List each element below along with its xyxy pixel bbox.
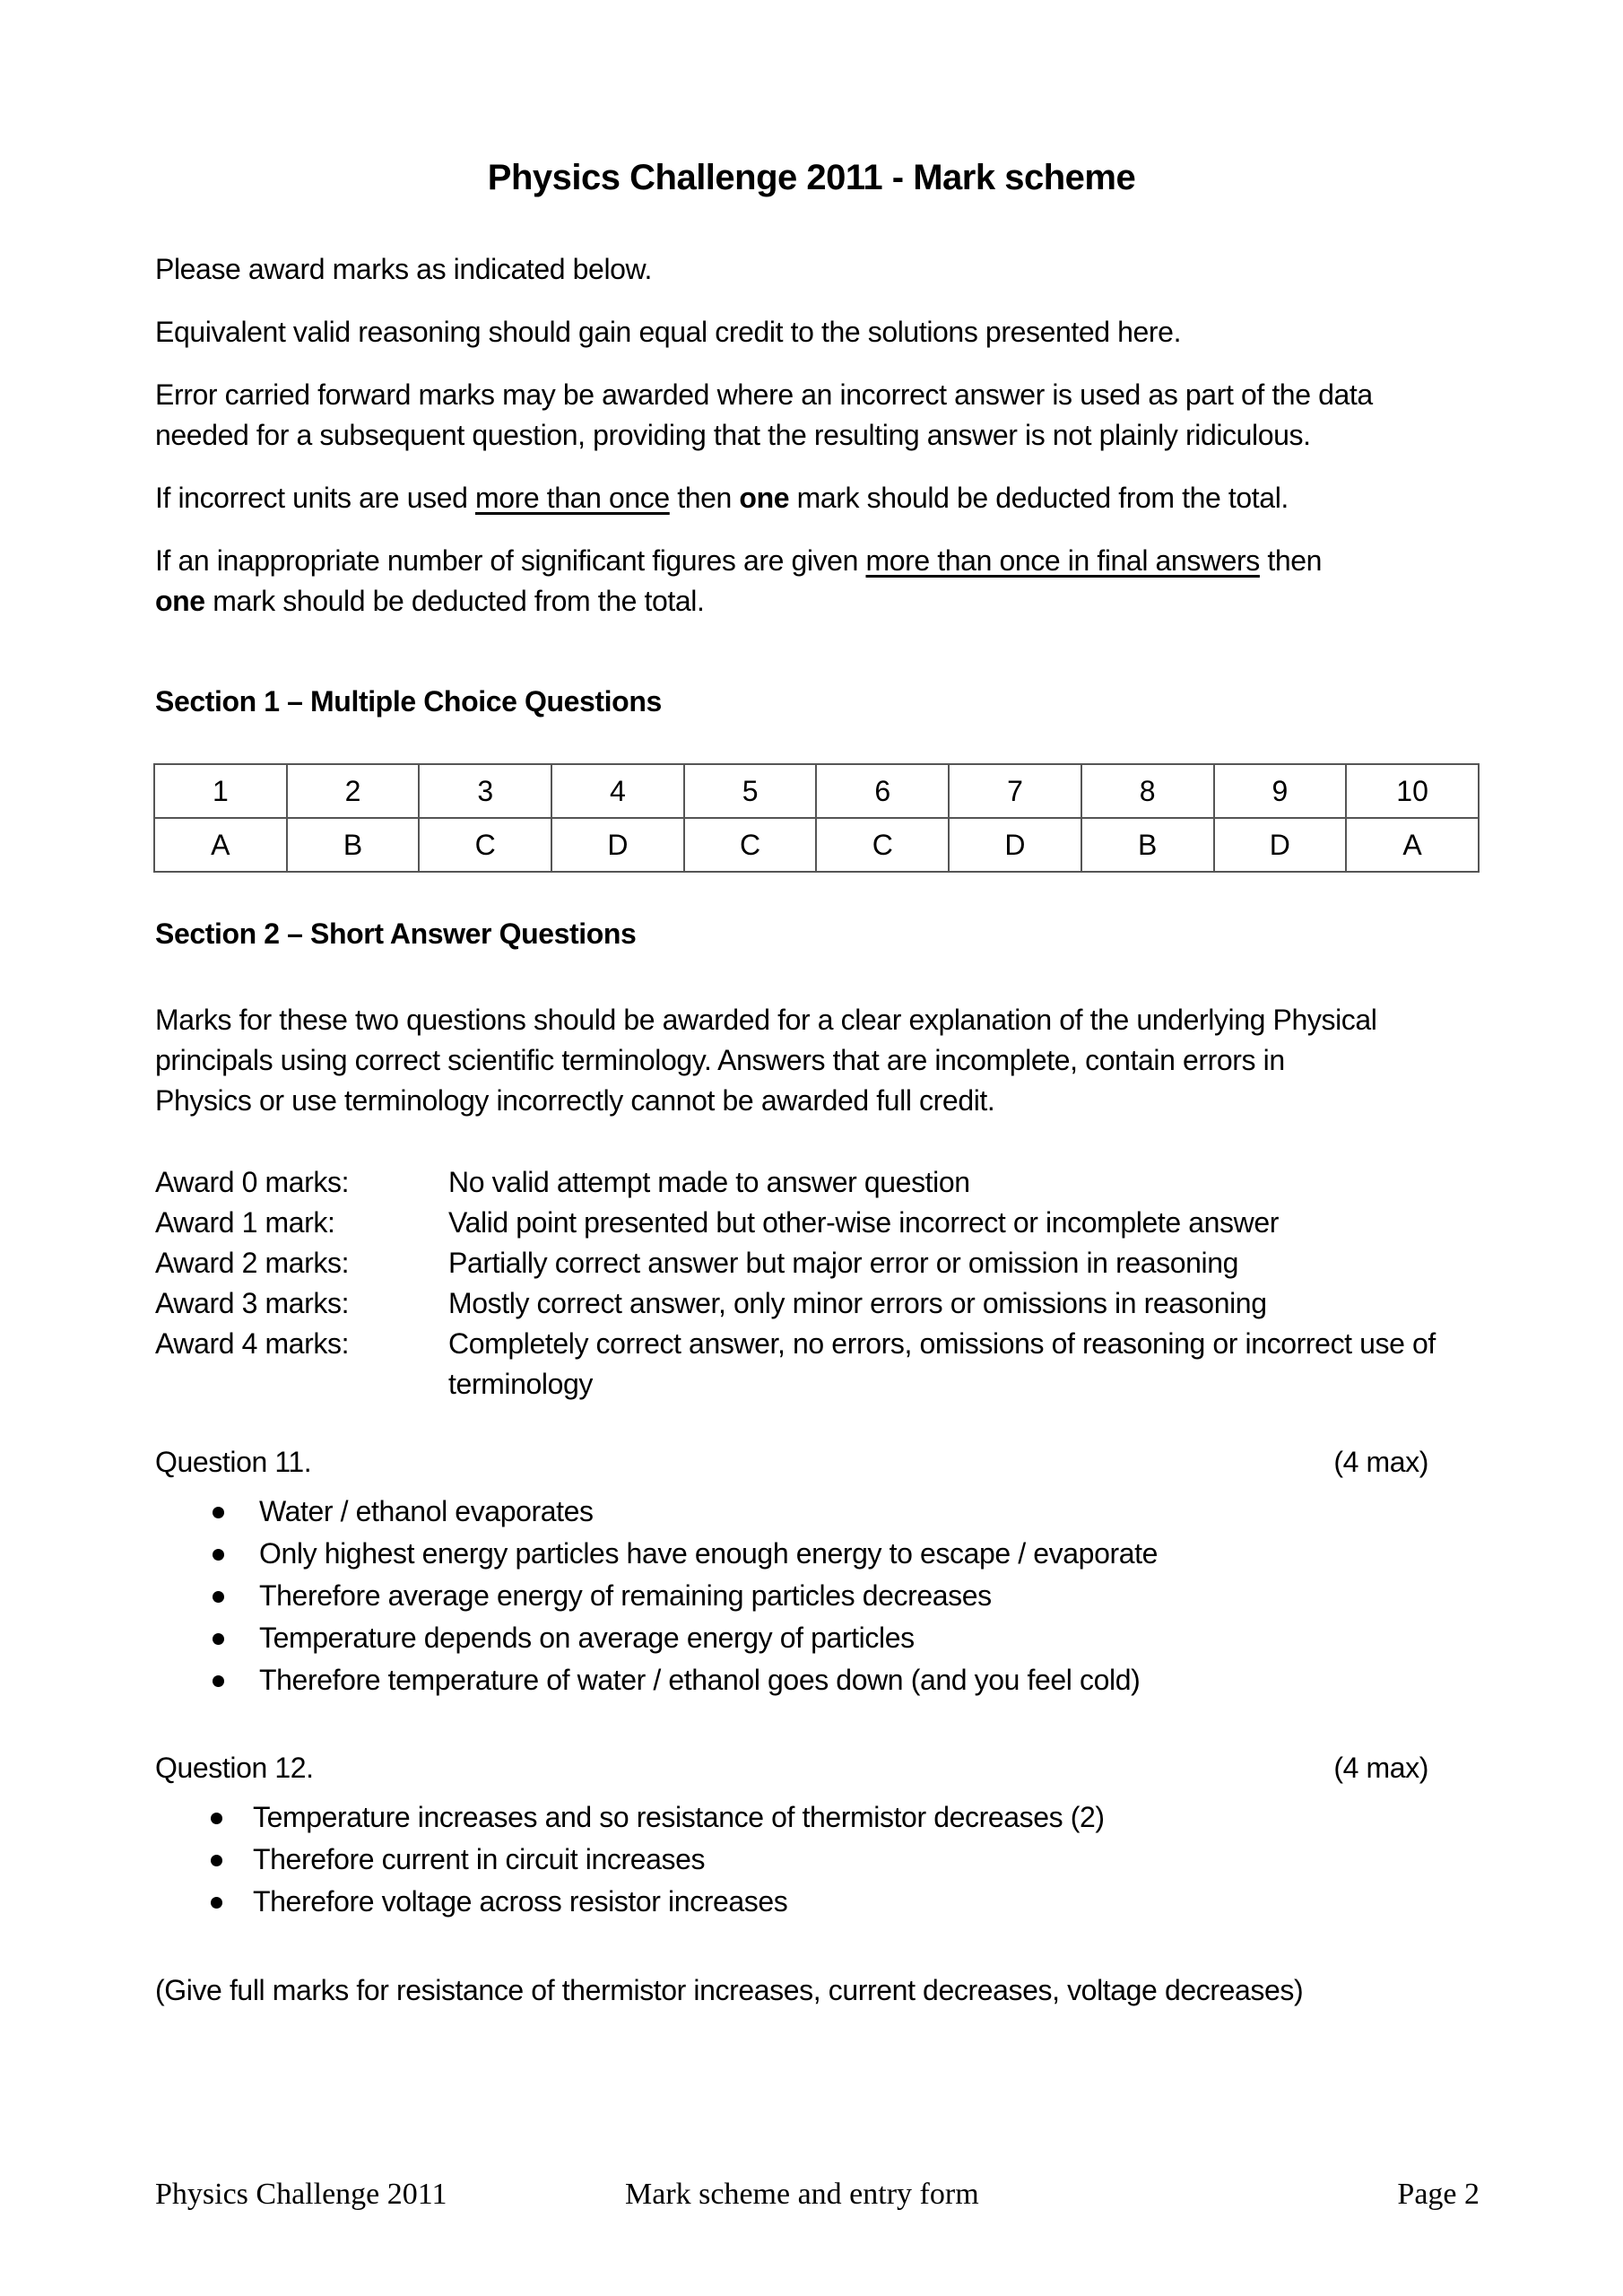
- section-1-heading: Section 1 – Multiple Choice Questions: [155, 685, 662, 718]
- bullet-icon: [211, 1813, 222, 1824]
- page-title: Physics Challenge 2011 - Mark scheme: [487, 158, 1136, 197]
- text: If an inappropriate number of significant figures are given: [155, 544, 866, 577]
- max-marks: (4 max): [1333, 1752, 1428, 1784]
- question-title: Question 11.: [155, 1446, 312, 1478]
- point-text: Therefore current in circuit increases: [253, 1843, 706, 1875]
- point-text: Water / ethanol evaporates: [259, 1495, 594, 1527]
- award-description: Mostly correct answer, only minor errors or omissions in reasoning: [448, 1287, 1267, 1319]
- point-text: Therefore average energy of remaining particles decreases: [259, 1579, 992, 1612]
- text: If incorrect units are used: [155, 482, 475, 514]
- award-row: [155, 1243, 1462, 1283]
- paragraph-line: Physics or use terminology incorrectly cannot be awarded full credit.: [155, 1084, 995, 1117]
- bullet-icon: [213, 1507, 224, 1518]
- answer-cell: A: [1346, 818, 1479, 872]
- award-description: Partially correct answer but major error or omission in reasoning: [448, 1247, 1239, 1279]
- units-paragraph: [155, 478, 1289, 518]
- question-11-points: [259, 1491, 1158, 1701]
- section-2-heading: Section 2 – Short Answer Questions: [155, 918, 637, 950]
- question-number-cell: 7: [949, 764, 1081, 818]
- award-label: Award 1 mark:: [155, 1206, 335, 1239]
- bullet-icon: [211, 1897, 222, 1909]
- question-11-header: [155, 1446, 1428, 1479]
- text: mark should be deducted from the total.: [204, 585, 705, 617]
- sig-figs-paragraph: [155, 541, 1322, 622]
- underlined-text: more than once in final answers: [865, 544, 1260, 577]
- question-number-cell: 8: [1081, 764, 1214, 818]
- paragraph-line: Error carried forward marks may be awarded where an incorrect answer is used as part of the data: [155, 378, 1373, 411]
- paragraph-line: [155, 541, 1322, 581]
- text: then: [1259, 544, 1323, 577]
- bold-text: one: [739, 482, 790, 514]
- list-item: [253, 1881, 1105, 1923]
- intro-paragraph: Please award marks as indicated below.: [155, 253, 652, 285]
- section-2-explanation: [155, 1000, 1377, 1121]
- bullet-icon: [213, 1675, 224, 1687]
- list-item: [259, 1491, 1158, 1533]
- award-description: Completely correct answer, no errors, omissions of reasoning or incorrect use of terminology: [448, 1327, 1436, 1400]
- award-description: No valid attempt made to answer question: [448, 1166, 970, 1198]
- bullet-icon: [213, 1549, 224, 1561]
- bold-text: one: [155, 585, 205, 617]
- question-12-note: (Give full marks for resistance of thermistor increases, current decreases, voltage decreases): [155, 1974, 1304, 2006]
- point-text: Temperature increases and so resistance of thermistor decreases (2): [253, 1801, 1105, 1833]
- answer-cell: B: [287, 818, 420, 872]
- list-item: [259, 1617, 1158, 1659]
- list-item: [259, 1575, 1158, 1617]
- list-item: [253, 1796, 1105, 1839]
- list-item: [253, 1839, 1105, 1881]
- award-label: Award 3 marks:: [155, 1287, 350, 1319]
- paragraph-line: principals using correct scientific terminology. Answers that are incomplete, contain errors in: [155, 1044, 1285, 1076]
- award-row: [155, 1324, 1462, 1405]
- point-text: Therefore voltage across resistor increases: [253, 1885, 788, 1918]
- award-row: [155, 1283, 1462, 1324]
- paragraph-line: needed for a subsequent question, providing that the resulting answer is not plainly ridiculous.: [155, 419, 1311, 451]
- max-marks: (4 max): [1333, 1446, 1428, 1478]
- award-label: Award 0 marks:: [155, 1166, 350, 1198]
- point-text: Temperature depends on average energy of particles: [259, 1622, 915, 1654]
- award-label: Award 2 marks:: [155, 1247, 350, 1279]
- point-text: Therefore temperature of water / ethanol goes down (and you feel cold): [259, 1664, 1141, 1696]
- question-number-cell: 2: [287, 764, 420, 818]
- award-row: [155, 1162, 1462, 1203]
- paragraph-line: [155, 581, 1322, 622]
- answer-row: [154, 818, 1479, 872]
- award-description: Valid point presented but other-wise incorrect or incomplete answer: [448, 1206, 1279, 1239]
- mcq-answer-table: [153, 763, 1480, 873]
- question-number-cell: 3: [419, 764, 551, 818]
- point-text: Only highest energy particles have enough energy to escape / evaporate: [259, 1537, 1159, 1570]
- question-number-cell: 9: [1214, 764, 1347, 818]
- intro-paragraph: Equivalent valid reasoning should gain equal credit to the solutions presented here.: [155, 316, 1182, 348]
- question-number-cell: 4: [551, 764, 684, 818]
- answer-cell: C: [419, 818, 551, 872]
- award-label: Award 4 marks:: [155, 1327, 350, 1360]
- bullet-icon: [213, 1591, 224, 1603]
- question-number-cell: 1: [154, 764, 287, 818]
- text: then: [669, 482, 740, 514]
- answer-cell: D: [551, 818, 684, 872]
- error-carried-forward-paragraph: [155, 375, 1373, 456]
- question-12-header: [155, 1752, 1428, 1785]
- list-item: [259, 1533, 1158, 1575]
- footer-center: Mark scheme and entry form: [625, 2178, 979, 2211]
- answer-cell: D: [1214, 818, 1347, 872]
- bullet-icon: [211, 1855, 222, 1866]
- bullet-icon: [213, 1633, 224, 1645]
- footer-left: Physics Challenge 2011: [155, 2178, 447, 2211]
- paragraph-line: Marks for these two questions should be awarded for a clear explanation of the underlying Physical: [155, 1004, 1377, 1036]
- footer-page-number: Page 2: [1397, 2178, 1480, 2211]
- text: mark should be deducted from the total.: [789, 482, 1289, 514]
- underlined-text: more than once: [474, 482, 670, 514]
- award-criteria-list: [155, 1162, 1462, 1405]
- answer-cell: A: [154, 818, 287, 872]
- answer-cell: B: [1081, 818, 1214, 872]
- question-12-points: [253, 1796, 1105, 1923]
- answer-cell: D: [949, 818, 1081, 872]
- question-number-row: [154, 764, 1479, 818]
- question-title: Question 12.: [155, 1752, 314, 1784]
- answer-cell: C: [684, 818, 817, 872]
- answer-cell: C: [816, 818, 949, 872]
- list-item: [259, 1659, 1158, 1701]
- award-row: [155, 1203, 1462, 1243]
- question-number-cell: 6: [816, 764, 949, 818]
- question-number-cell: 10: [1346, 764, 1479, 818]
- question-number-cell: 5: [684, 764, 817, 818]
